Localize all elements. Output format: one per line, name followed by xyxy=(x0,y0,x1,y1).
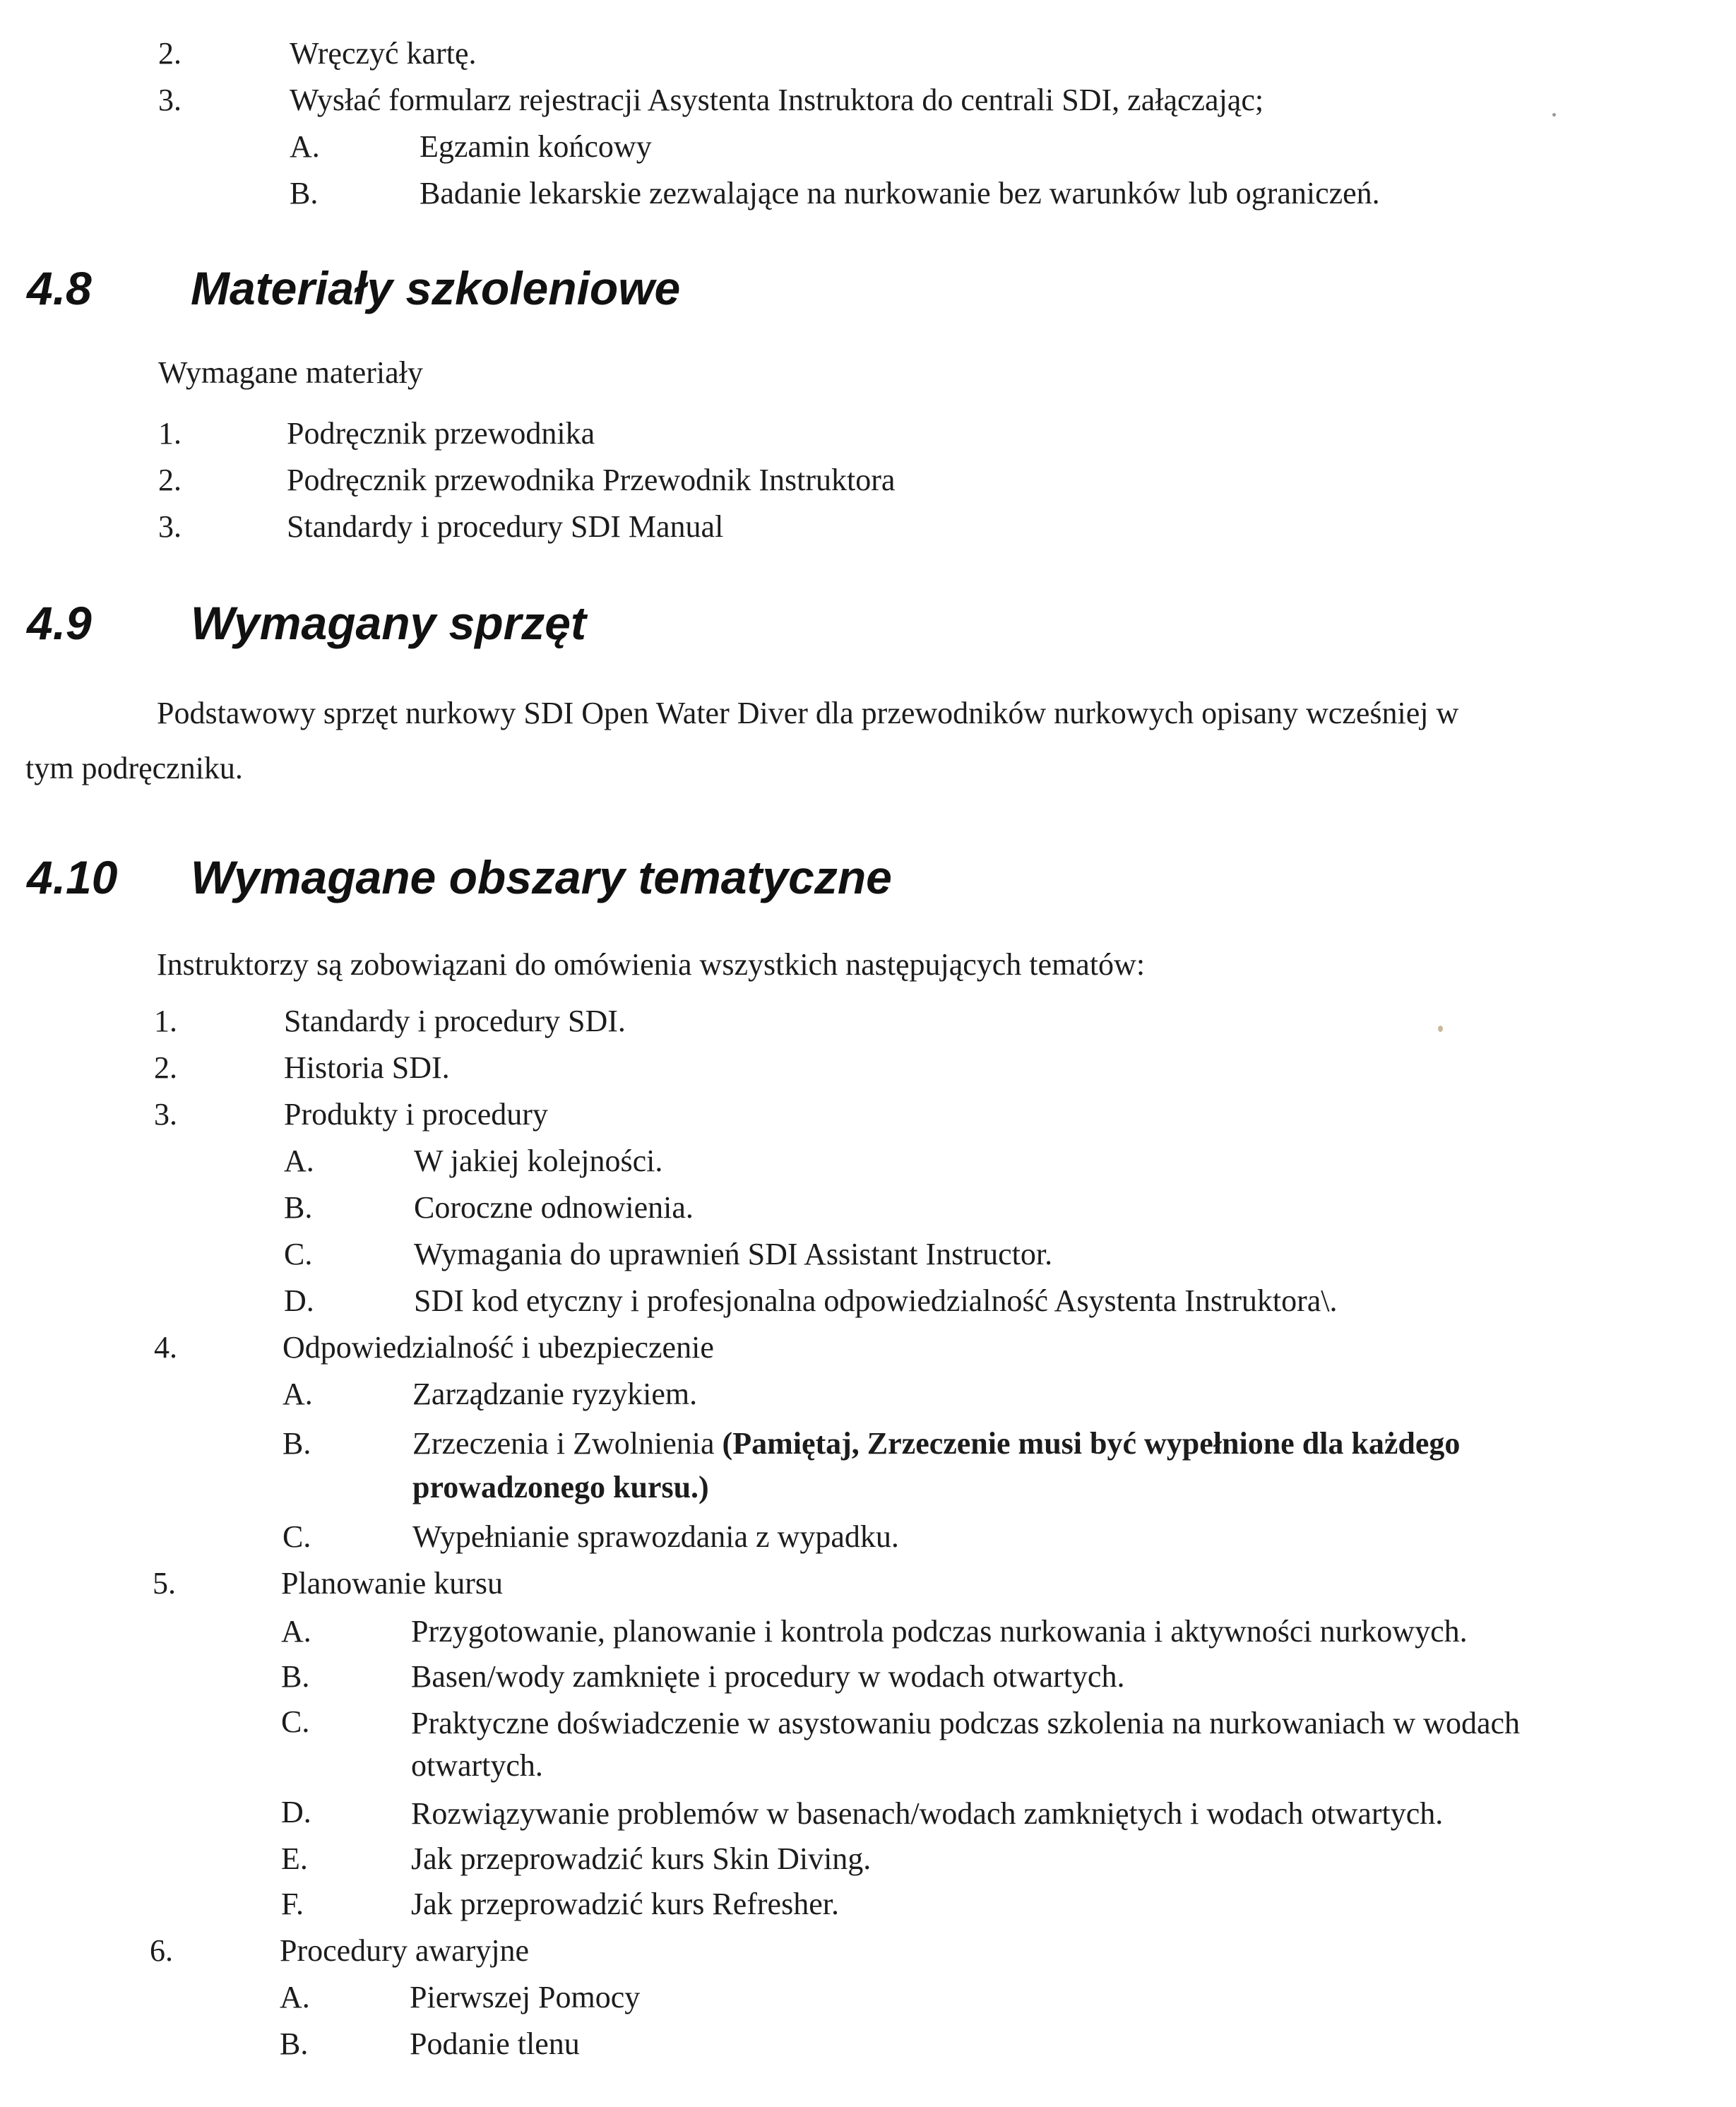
sublist-item: Praktyczne doświadczenie w asystowaniu podczas szkolenia na nurkowaniach w wodach xyxy=(411,1706,1521,1740)
list-marker: 1. xyxy=(158,416,182,451)
sublist-marker: A. xyxy=(283,1377,313,1411)
sublist-item: Wymagania do uprawnień SDI Assistant Instructor. xyxy=(414,1237,1053,1271)
sublist-marker: A. xyxy=(281,1614,311,1649)
list-marker: 3. xyxy=(154,1097,177,1132)
list-marker: 5. xyxy=(153,1566,176,1601)
list-item: Wręczyć kartę. xyxy=(290,36,477,71)
sublist-marker: A. xyxy=(280,1980,310,2014)
list-item: Produkty i procedury xyxy=(284,1097,548,1132)
paragraph-line: tym podręczniku. xyxy=(25,751,243,785)
list-item: Historia SDI. xyxy=(284,1050,450,1085)
sublist-item: W jakiej kolejności. xyxy=(414,1144,663,1178)
sublist-item: Zarządzanie ryzykiem. xyxy=(412,1377,698,1411)
section-title: Wymagany sprzęt xyxy=(191,597,586,649)
list-item: Wysłać formularz rejestracji Asystenta Instruktora do centrali SDI, załączając; xyxy=(290,83,1264,117)
list-marker: 1. xyxy=(154,1004,177,1038)
sublist-marker: C. xyxy=(281,1704,310,1739)
sublist-marker: F. xyxy=(281,1887,304,1921)
sublist-item: SDI kod etyczny i profesjonalna odpowiedzialność Asystenta Instruktora\. xyxy=(414,1283,1338,1318)
sublist-marker: D. xyxy=(281,1795,311,1829)
section-number: 4.10 xyxy=(27,851,118,903)
sublist-marker: B. xyxy=(290,176,319,210)
sublist-item: Wypełnianie sprawozdania z wypadku. xyxy=(412,1519,899,1554)
scan-speck xyxy=(1552,113,1556,117)
section-number: 4.9 xyxy=(27,597,92,649)
section-number: 4.8 xyxy=(27,262,92,314)
list-item: Podręcznik przewodnika xyxy=(287,416,595,451)
section-title: Materiały szkoleniowe xyxy=(191,262,681,314)
sublist-item: Basen/wody zamknięte i procedury w wodach otwartych. xyxy=(411,1659,1125,1694)
list-marker: 3. xyxy=(158,509,182,544)
sublist-item: Jak przeprowadzić kurs Skin Diving. xyxy=(411,1841,872,1876)
paragraph-line: Podstawowy sprzęt nurkowy SDI Open Water Diver dla przewodników nurkowych opisany wcześniej w xyxy=(157,696,1459,730)
section-heading xyxy=(27,595,1016,651)
section-intro: Instruktorzy są zobowiązani do omówienia wszystkich następujących tematów: xyxy=(157,947,1146,982)
list-item: Odpowiedzialność i ubezpieczenie xyxy=(283,1330,714,1365)
scan-speck xyxy=(1438,1026,1443,1032)
sublist-item-continued: otwartych. xyxy=(411,1748,543,1783)
sublist-marker: B. xyxy=(280,2026,309,2061)
list-marker: 2. xyxy=(158,463,182,497)
sublist-item: Rozwiązywanie problemów w basenach/wodach zamkniętych i wodach otwartych. xyxy=(411,1796,1444,1831)
sublist-marker: C. xyxy=(284,1237,313,1271)
sublist-item: Pierwszej Pomocy xyxy=(410,1980,641,2014)
list-item: Standardy i procedury SDI. xyxy=(284,1004,626,1038)
list-marker: 2. xyxy=(154,1050,177,1085)
sublist-item: Podanie tlenu xyxy=(410,2026,580,2061)
list-item: Planowanie kursu xyxy=(281,1566,504,1601)
section-heading xyxy=(27,260,1016,316)
sublist-item: Egzamin końcowy xyxy=(420,129,652,164)
waiver-reminder-continued: prowadzonego kursu.) xyxy=(412,1470,709,1504)
sublist-marker: D. xyxy=(284,1283,314,1318)
list-item: Podręcznik przewodnika Przewodnik Instruktora xyxy=(287,463,896,497)
list-marker: 3. xyxy=(158,83,182,117)
section-heading xyxy=(27,849,1157,906)
sublist-item: Badanie lekarskie zezwalające na nurkowanie bez warunków lub ograniczeń. xyxy=(420,176,1380,210)
sublist-marker: B. xyxy=(284,1190,313,1225)
sublist-marker: A. xyxy=(290,129,320,164)
sublist-item: Przygotowanie, planowanie i kontrola podczas nurkowania i aktywności nurkowych. xyxy=(411,1614,1468,1649)
sublist-item-text: Zrzeczenia i Zwolnienia xyxy=(412,1426,715,1461)
waiver-reminder: (Pamiętaj, Zrzeczenie musi być wypełnione dla każdego xyxy=(722,1426,1461,1461)
sublist-marker: E. xyxy=(281,1841,308,1876)
sublist-item xyxy=(412,1424,1460,1464)
section-title: Wymagane obszary tematyczne xyxy=(191,851,892,903)
sublist-marker: B. xyxy=(281,1659,310,1694)
list-marker: 4. xyxy=(154,1330,177,1365)
sublist-marker: A. xyxy=(284,1144,314,1178)
sublist-marker: B. xyxy=(283,1426,311,1461)
sublist-marker: C. xyxy=(283,1519,311,1554)
list-item: Standardy i procedury SDI Manual xyxy=(287,509,724,544)
list-marker: 6. xyxy=(150,1933,173,1968)
list-item: Procedury awaryjne xyxy=(280,1933,530,1968)
list-marker: 2. xyxy=(158,36,182,71)
sublist-item: Jak przeprowadzić kurs Refresher. xyxy=(411,1887,839,1921)
sublist-item: Coroczne odnowienia. xyxy=(414,1190,694,1225)
section-intro: Wymagane materiały xyxy=(158,355,423,390)
